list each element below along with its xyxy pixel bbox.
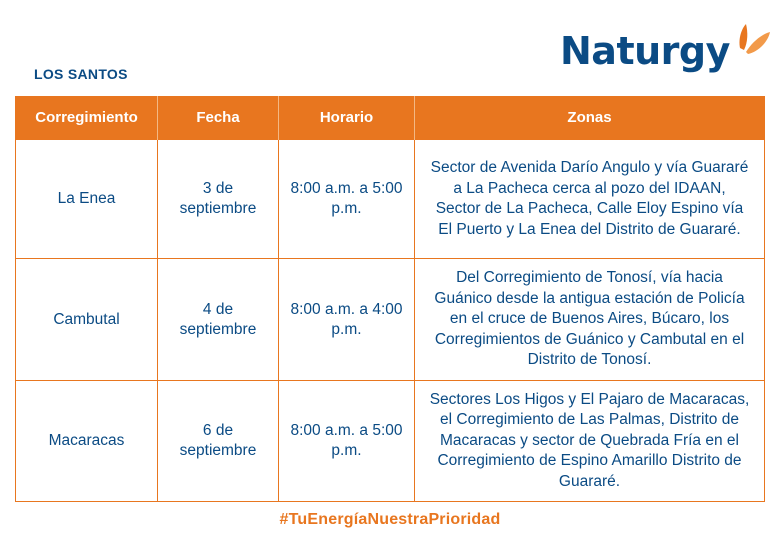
cell-zonas: Sectores Los Higos y El Pajaro de Macaracas, el Corregimiento de Las Palmas, Distrito de Macaracas y sector de Quebrada Fría en el Corregimiento de Espino Amarillo Distrito de Guararé. [415, 381, 765, 502]
table-row [16, 140, 765, 259]
cell-corregimiento: La Enea [16, 140, 158, 259]
cell-horario: 8:00 a.m. a 5:00 p.m. [279, 381, 415, 502]
cell-zonas: Del Corregimiento de Tonosí, vía hacia Guánico desde la antigua estación de Policía en el cruce de Buenos Aires, Búcaro, los Corregimientos de Guánico y Cambutal en el Distrito de Tonosí. [415, 259, 765, 381]
cell-horario: 8:00 a.m. a 4:00 p.m. [279, 259, 415, 381]
cell-fecha: 4 de septiembre [158, 259, 279, 381]
header-horario: Horario [279, 96, 415, 140]
table-header-row [16, 96, 765, 140]
logo-wordmark: Naturgy [560, 29, 730, 73]
cell-corregimiento: Macaracas [16, 381, 158, 502]
cell-corregimiento: Cambutal [16, 259, 158, 381]
header-zonas: Zonas [415, 96, 765, 140]
cell-fecha: 6 de septiembre [158, 381, 279, 502]
naturgy-logo [560, 24, 772, 80]
table-row [16, 259, 765, 381]
table-row [16, 381, 765, 502]
cell-horario: 8:00 a.m. a 5:00 p.m. [279, 140, 415, 259]
cell-zonas: Sector de Avenida Darío Angulo y vía Guararé a La Pacheca cerca al pozo del IDAAN, Sector de La Pacheca, Calle Eloy Espino vía El Puerto y La Enea del Distrito de Guararé. [415, 140, 765, 259]
cell-fecha: 3 de septiembre [158, 140, 279, 259]
header-corregimiento: Corregimiento [16, 96, 158, 140]
header-fecha: Fecha [158, 96, 279, 140]
campaign-hashtag: #TuEnergíaNuestraPrioridad [279, 511, 501, 528]
schedule-table [15, 96, 765, 502]
section-title: LOS SANTOS [34, 66, 128, 82]
schedule-table-wrapper [15, 96, 764, 502]
butterfly-icon [732, 22, 772, 62]
